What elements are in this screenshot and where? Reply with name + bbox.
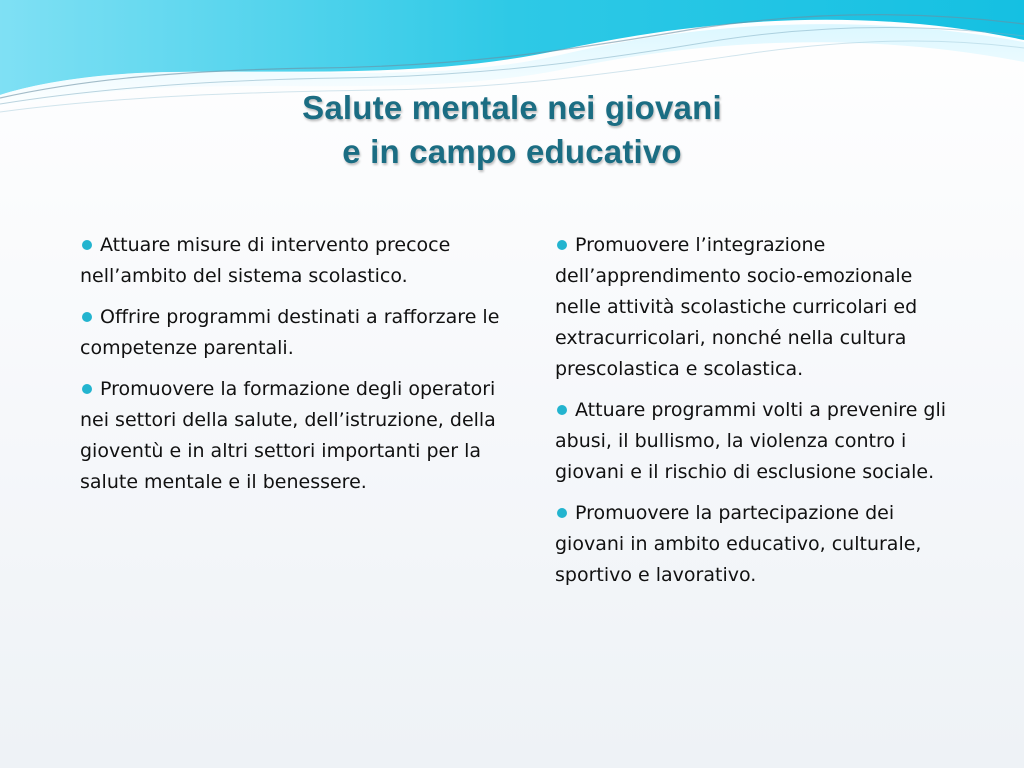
list-item [80,374,500,498]
list-item [80,230,500,292]
bullet-icon [557,405,567,415]
list-item [555,395,960,488]
list-item [80,302,500,364]
bullet-icon [557,240,567,250]
title-line-1: Salute mentale nei giovani [302,89,722,126]
right-bullet-list [555,230,960,601]
list-item-text: Promuovere la formazione degli operatori nei settori della salute, dell’istruzione, della gioventù e in altri settori importanti per la salute mentale e il benessere. [80,378,496,493]
list-item [555,498,960,591]
list-item-text: Promuovere l’integrazione dell’apprendimento socio-emozionale nelle attività scolastiche curricolari ed extracurricolari, nonché nella cultura prescolastica e scolastica. [555,234,918,380]
list-item-text: Attuare programmi volti a prevenire gli abusi, il bullismo, la violenza contro i giovani e il rischio di esclusione sociale. [555,399,947,483]
bullet-icon [82,240,92,250]
list-item-text: Attuare misure di intervento precoce nell’ambito del sistema scolastico. [80,234,451,287]
title-line-2: e in campo educativo [342,133,682,170]
list-item [555,230,960,385]
list-item-text: Offrire programmi destinati a rafforzare le competenze parentali. [80,306,500,359]
bullet-icon [82,312,92,322]
bullet-icon [82,384,92,394]
left-bullet-list [80,230,500,508]
bullet-icon [557,508,567,518]
slide-title [0,86,1024,174]
list-item-text: Promuovere la partecipazione dei giovani in ambito educativo, culturale, sportivo e lavorativo. [555,502,922,586]
